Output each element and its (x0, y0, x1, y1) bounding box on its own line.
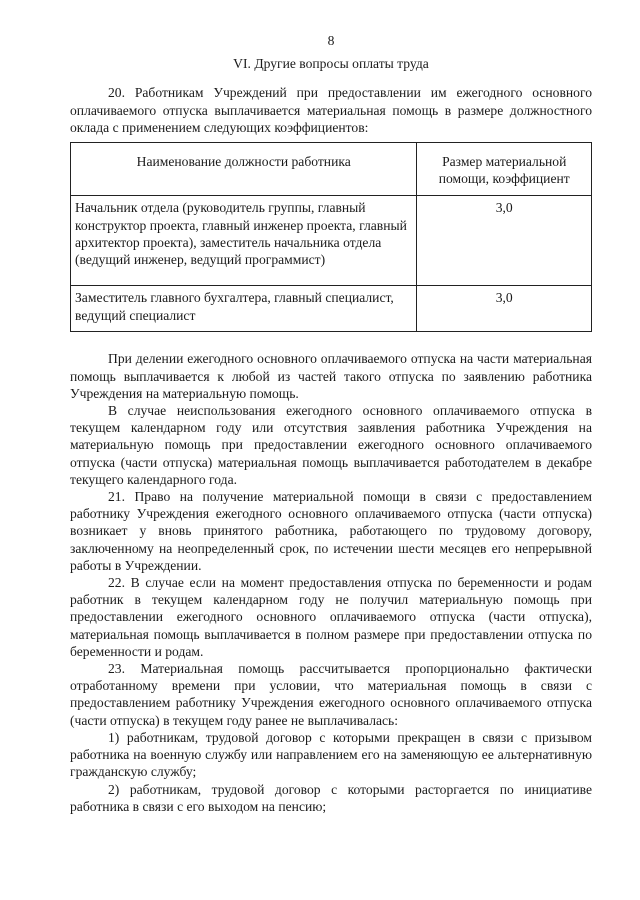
coefficients-table (70, 142, 592, 332)
paragraph-23: 23. Материальная помощь рассчитывается пропорционально фактически отработанному времени при условии, что материальная помощь в связи с предоставлением работнику Учреждения ежегодного основного оплачиваемого отпуска (части отпуска) в текущем году ранее не выплачивалась: (70, 661, 592, 728)
list-item-1: 1) работникам, трудовой договор с которыми прекращен в связи с призывом работника на военную службу или направлением его на заменяющую ее альтернативную гражданскую службу; (70, 729, 592, 780)
table-row (71, 286, 592, 332)
table-cell-position: Начальник отдела (руководитель группы, главный конструктор проекта, главный инженер проекта, главный архитектор проекта), заместитель начальника отдела (ведущий инженер, ведущий программист) (71, 196, 417, 286)
table-cell-coefficient: 3,0 (417, 196, 592, 286)
table-header-coefficient: Размер материальной помощи, коэффициент (417, 143, 592, 196)
table-header-row (71, 143, 592, 196)
page-number: 8 (327, 33, 335, 48)
paragraph-21: 21. Право на получение материальной помощи в связи с предоставлением работнику Учреждения ежегодного основного оплачиваемого отпуска (части отпуска) возникает у вновь принятого работника, работающего по трудовому договору, заключенному на неопределенный срок, по истечении шести месяцев его непрерывной работы в Учреждении. (70, 489, 592, 573)
paragraph-text: При делении ежегодного основного оплачиваемого отпуска на части материальная помощь выплачивается к любой из частей такого отпуска по заявлению работника Учреждения на материальную помощь. (70, 351, 592, 401)
table-cell-coefficient: 3,0 (417, 286, 592, 332)
paragraph-22: 22. В случае если на момент предоставления отпуска по беременности и родам работник в текущем календарном году не получил материальную помощь при предоставлении ежегодного основного оплачиваемого отпуска (части отпуска), материальная помощь выплачивается в полном размере при предоставлении отпуска по беременности и родам. (70, 575, 592, 659)
table-header-position: Наименование должности работника (71, 143, 417, 196)
paragraph-20: 20. Работникам Учреждений при предоставлении им ежегодного основного оплачиваемого отпуска выплачивается материальная помощь в размере должностного оклада с применением следующих коэффициентов: (70, 85, 592, 135)
table-cell-position: Заместитель главного бухгалтера, главный специалист, ведущий специалист (71, 286, 417, 332)
paragraph-text: В случае неиспользования ежегодного основного оплачиваемого отпуска в текущем календарном году или отсутствия заявления работника Учреждения на материальную помощь при предоставлении ежегодного основного оплачиваемого отпуска (части отпуска) материальная помощь выплачивается работодателем в декабре текущего календарного года. (70, 403, 592, 487)
table-row (71, 196, 592, 286)
list-item-2: 2) работникам, трудовой договор с которыми расторгается по инициативе работника в связи с его выходом на пенсию; (70, 781, 592, 814)
section-title: VI. Другие вопросы оплаты труда (233, 56, 429, 72)
